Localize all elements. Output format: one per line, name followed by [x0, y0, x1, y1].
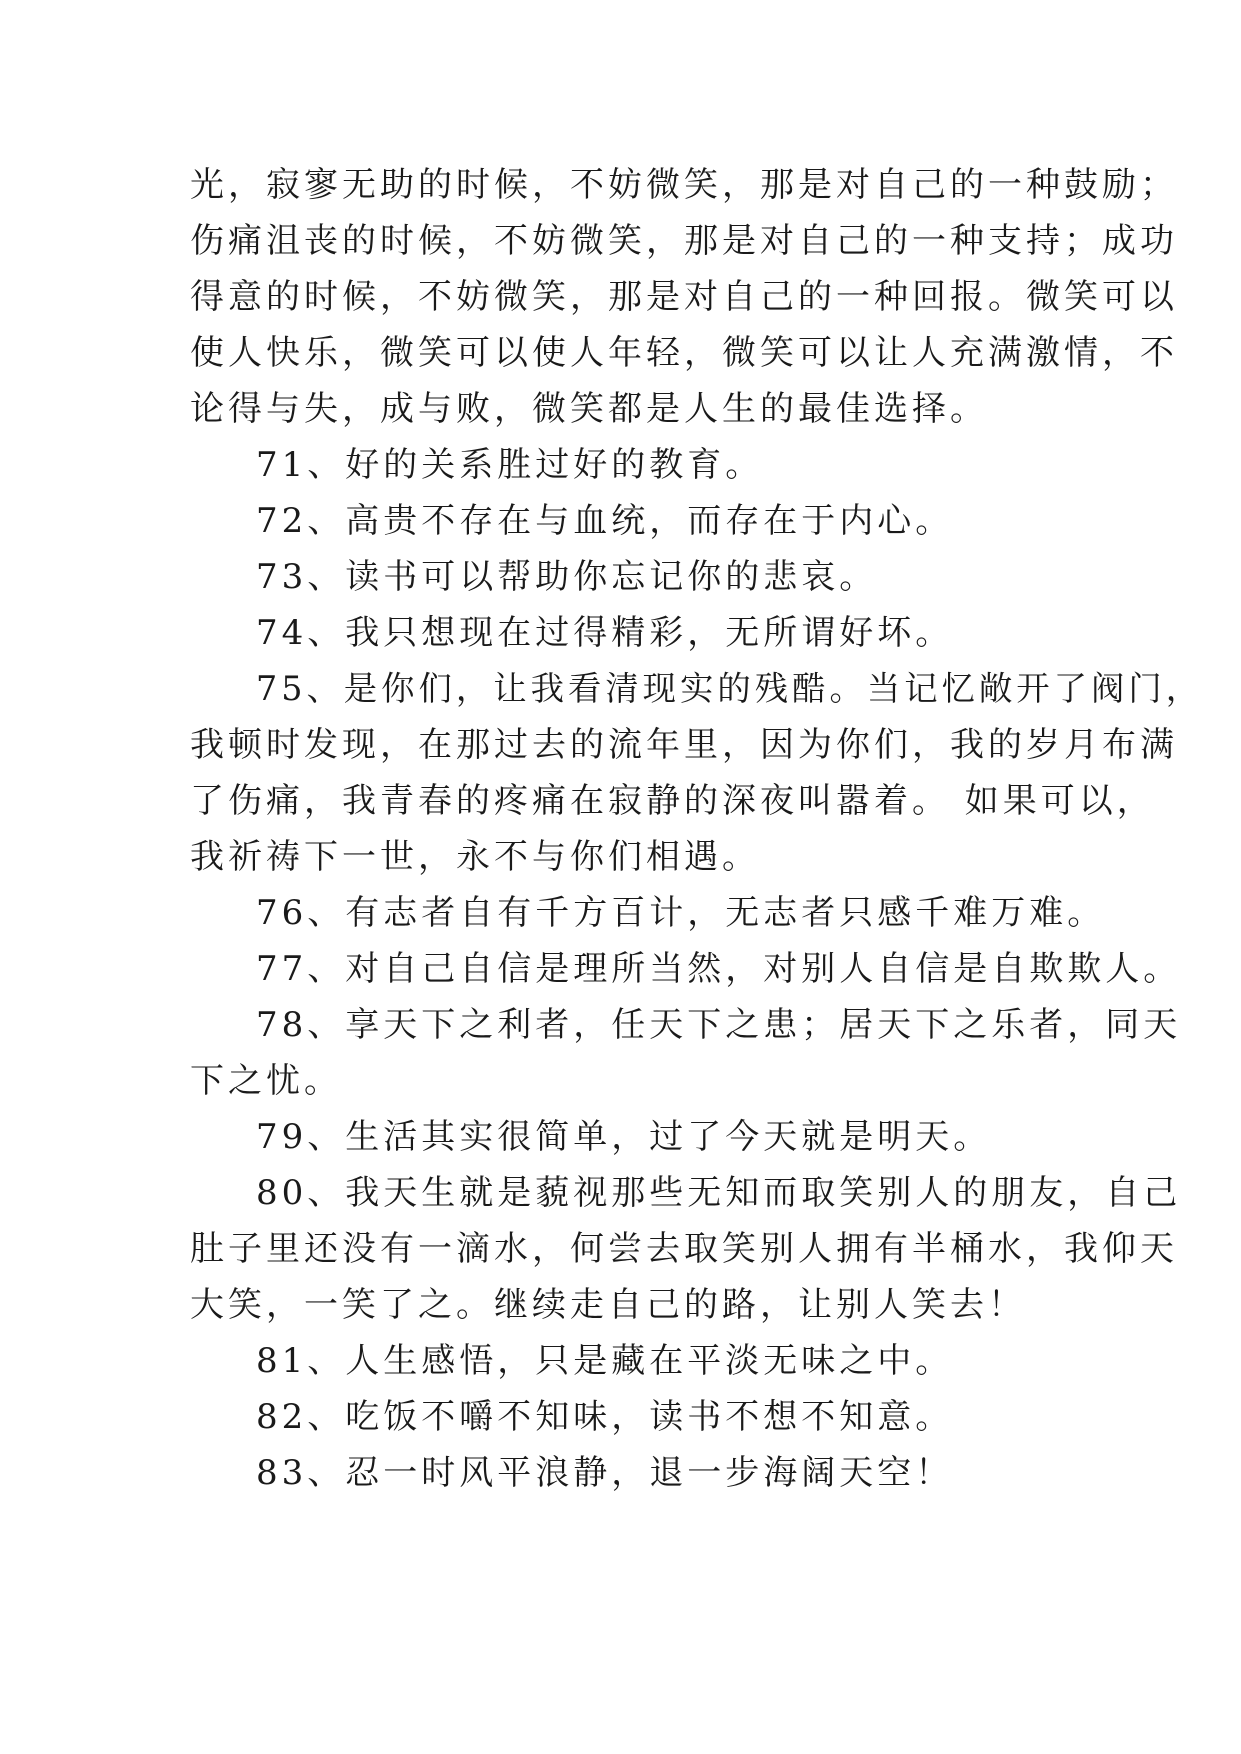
- quote-77: 77、对自己自信是理所当然，对别人自信是自欺欺人。: [256, 949, 1182, 989]
- text-line: 我祈祷下一世，永不与你们相遇。: [190, 837, 760, 877]
- text-line: 了伤痛，我青春的疼痛在寂静的深夜叫嚣着。 如果可以，: [190, 781, 1155, 821]
- text-line: 论得与失，成与败，微笑都是人生的最佳选择。: [190, 389, 988, 429]
- quote-83: 83、忍一时风平浪静，退一步海阔天空！: [256, 1453, 954, 1493]
- quote-81: 81、人生感悟，只是藏在平淡无味之中。: [256, 1341, 954, 1381]
- quote-73: 73、读书可以帮助你忘记你的悲哀。: [256, 557, 878, 597]
- text-line: 大笑，一笑了之。继续走自己的路，让别人笑去！: [190, 1285, 1026, 1325]
- quote-79: 79、生活其实很简单，过了今天就是明天。: [256, 1117, 992, 1157]
- quote-71: 71、好的关系胜过好的教育。: [256, 445, 764, 485]
- text-line: 得意的时候，不妨微笑，那是对自己的一种回报。微笑可以: [190, 277, 1178, 317]
- text-line: 使人快乐，微笑可以使人年轻，微笑可以让人充满激情，不: [190, 333, 1178, 373]
- text-line: 下之忧。: [190, 1061, 342, 1101]
- quote-74: 74、我只想现在过得精彩，无所谓好坏。: [256, 613, 954, 653]
- text-line: 光，寂寥无助的时候，不妨微笑，那是对自己的一种鼓励；: [190, 165, 1178, 205]
- quote-72: 72、高贵不存在与血统，而存在于内心。: [256, 501, 954, 541]
- quote-75: 75、是你们，让我看清现实的残酷。当记忆敞开了阀门，: [256, 669, 1204, 708]
- quote-80: 80、我天生就是藐视那些无知而取笑别人的朋友，自己: [256, 1173, 1182, 1213]
- text-line: 我顿时发现，在那过去的流年里，因为你们，我的岁月布满: [190, 725, 1178, 765]
- quote-78: 78、享天下之利者，任天下之患；居天下之乐者，同天: [256, 1005, 1182, 1045]
- text-line: 肚子里还没有一滴水，何尝去取笑别人拥有半桶水，我仰天: [190, 1229, 1178, 1269]
- text-line: 伤痛沮丧的时候，不妨微笑，那是对自己的一种支持；成功: [190, 221, 1178, 261]
- quote-76: 76、有志者自有千方百计，无志者只感千难万难。: [256, 893, 1106, 933]
- quote-82: 82、吃饭不嚼不知味，读书不想不知意。: [256, 1397, 954, 1437]
